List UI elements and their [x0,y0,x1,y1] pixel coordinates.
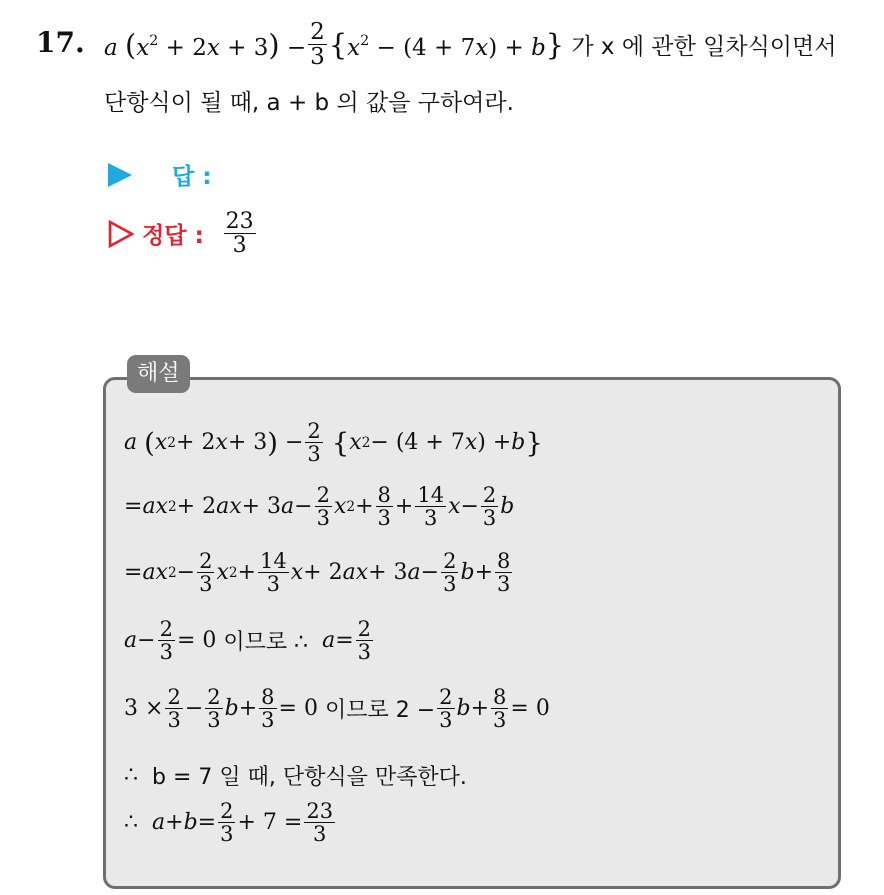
correct-answer-label: 정답 : [142,223,204,250]
answer-row [108,158,211,191]
solution-step-6: ∴ b = 7 일 때, 단항식을 만족한다. [124,763,467,790]
solution-step-2: = ax 2 + 2 ax + 3 a − $\frac{2}{3}$ x 2 + $\frac{8}{3}$ + $\frac{14}{3}$ x − $\frac{2}{3}$ b [124,483,515,531]
fraction-2-3: $\frac{2}{3}$ [310,19,325,71]
question-text-1: 가 x 에 관한 일차식이면서 [571,34,837,61]
question-line-1: a $(x^2 + 2x + 3)$ − $\frac{2}{3}$ $\{x^2 - (4 + 7x) + b\}$ 가 x 에 관한 일차식이면서 [104,19,837,71]
solution-step-5: 3 × $\frac{2}{3}$ − $\frac{2}{3}$ b + $\frac{8}{3}$ = 0 이므로 2 − $\frac{2}{3}$ b + $\frac{8}{3}$ = 0 [124,685,550,733]
solution-tag: 해설 [127,355,190,393]
play-triangle-icon [108,163,132,187]
question-expression: a $(x^2 + 2x + 3)$ − [104,27,307,62]
question-number: 17. [36,26,85,59]
solution-step-7: ∴ a + b = $\frac{2}{3}$ + 7 = $\frac{23}{3}$ [124,799,334,847]
answer-label: 답 : [172,164,212,190]
solution-step-1: a ( x 2 + 2 x + 3 ) − $\frac{2}{3}$ { x 2 − (4 + 7 x ) + b } [124,419,543,467]
correct-answer-row [108,210,258,257]
correct-answer-value: $\frac{23}{3}$ [225,209,254,259]
outline-triangle-icon [108,220,134,248]
solution-step-4: a − $\frac{2}{3}$ = 0 이므로 ∴ a = $\frac{2}{3}$ [124,617,372,665]
solution-step-3: = ax 2 − $\frac{2}{3}$ x 2 + $\frac{14}{3}$ x + 2 ax + 3 a − $\frac{2}{3}$ b + $\frac{8}{3}$ [124,549,511,597]
question-text-2: 단항식이 될 때, a + b 의 값을 구하여라. [104,90,514,116]
